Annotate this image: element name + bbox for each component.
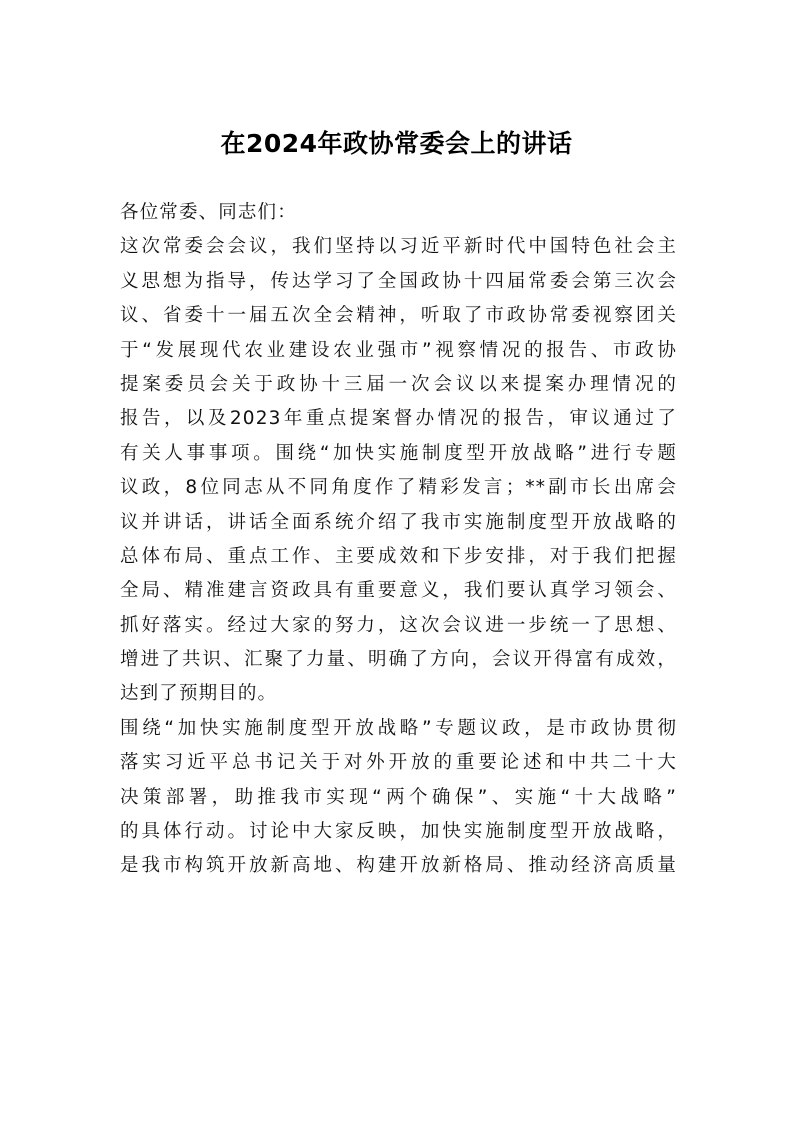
body-line: 议、省委十一届五次全会精神，听取了市政协常委视察团关 bbox=[120, 305, 677, 327]
body-line: 增进了共识、汇聚了力量、明确了方向，会议开得富有成效， bbox=[120, 649, 677, 671]
body-line: 议政，8位同志从不同角度作了精彩发言；**副市长出席会 bbox=[120, 477, 677, 499]
body-line: 决策部署，助推我市实现“两个确保”、实施“十大战略” bbox=[120, 786, 677, 808]
body-line: 这次常委会会议，我们坚持以习近平新时代中国特色社会主 bbox=[120, 236, 677, 258]
body-line: 落实习近平总书记关于对外开放的重要论述和中共二十大 bbox=[120, 752, 677, 774]
body-line: 全局、精准建言资政具有重要意义，我们要认真学习领会、 bbox=[120, 580, 677, 602]
body-line: 义思想为指导，传达学习了全国政协十四届常委会第三次会 bbox=[120, 270, 677, 292]
body-line: 总体布局、重点工作、主要成效和下步安排，对于我们把握 bbox=[120, 545, 677, 567]
body-line: 议并讲话，讲话全面系统介绍了我市实施制度型开放战略的 bbox=[120, 511, 677, 533]
body-line: 达到了预期目的。 bbox=[120, 683, 278, 705]
body-line: 提案委员会关于政协十三届一次会议以来提案办理情况的 bbox=[120, 373, 677, 395]
body-line: 围绕“加快实施制度型开放战略”专题议政，是市政协贯彻 bbox=[120, 717, 677, 739]
body-line: 是我市构筑开放新高地、构建开放新格局、推动经济高质量 bbox=[120, 855, 677, 877]
body-line: 有关人事事项。围绕“加快实施制度型开放战略”进行专题 bbox=[120, 442, 677, 464]
document-title: 在2024年政协常委会上的讲话 bbox=[220, 129, 573, 158]
body-line: 抓好落实。经过大家的努力，这次会议进一步统一了思想、 bbox=[120, 614, 677, 636]
body-line: 报告，以及2023年重点提案督办情况的报告，审议通过了 bbox=[120, 408, 677, 430]
body-line: 的具体行动。讨论中大家反映，加快实施制度型开放战略， bbox=[120, 821, 677, 843]
salutation-line: 各位常委、同志们： bbox=[120, 202, 297, 223]
document-body bbox=[120, 196, 677, 884]
body-line: 于“发展现代农业建设农业强市”视察情况的报告、市政协 bbox=[120, 339, 677, 361]
